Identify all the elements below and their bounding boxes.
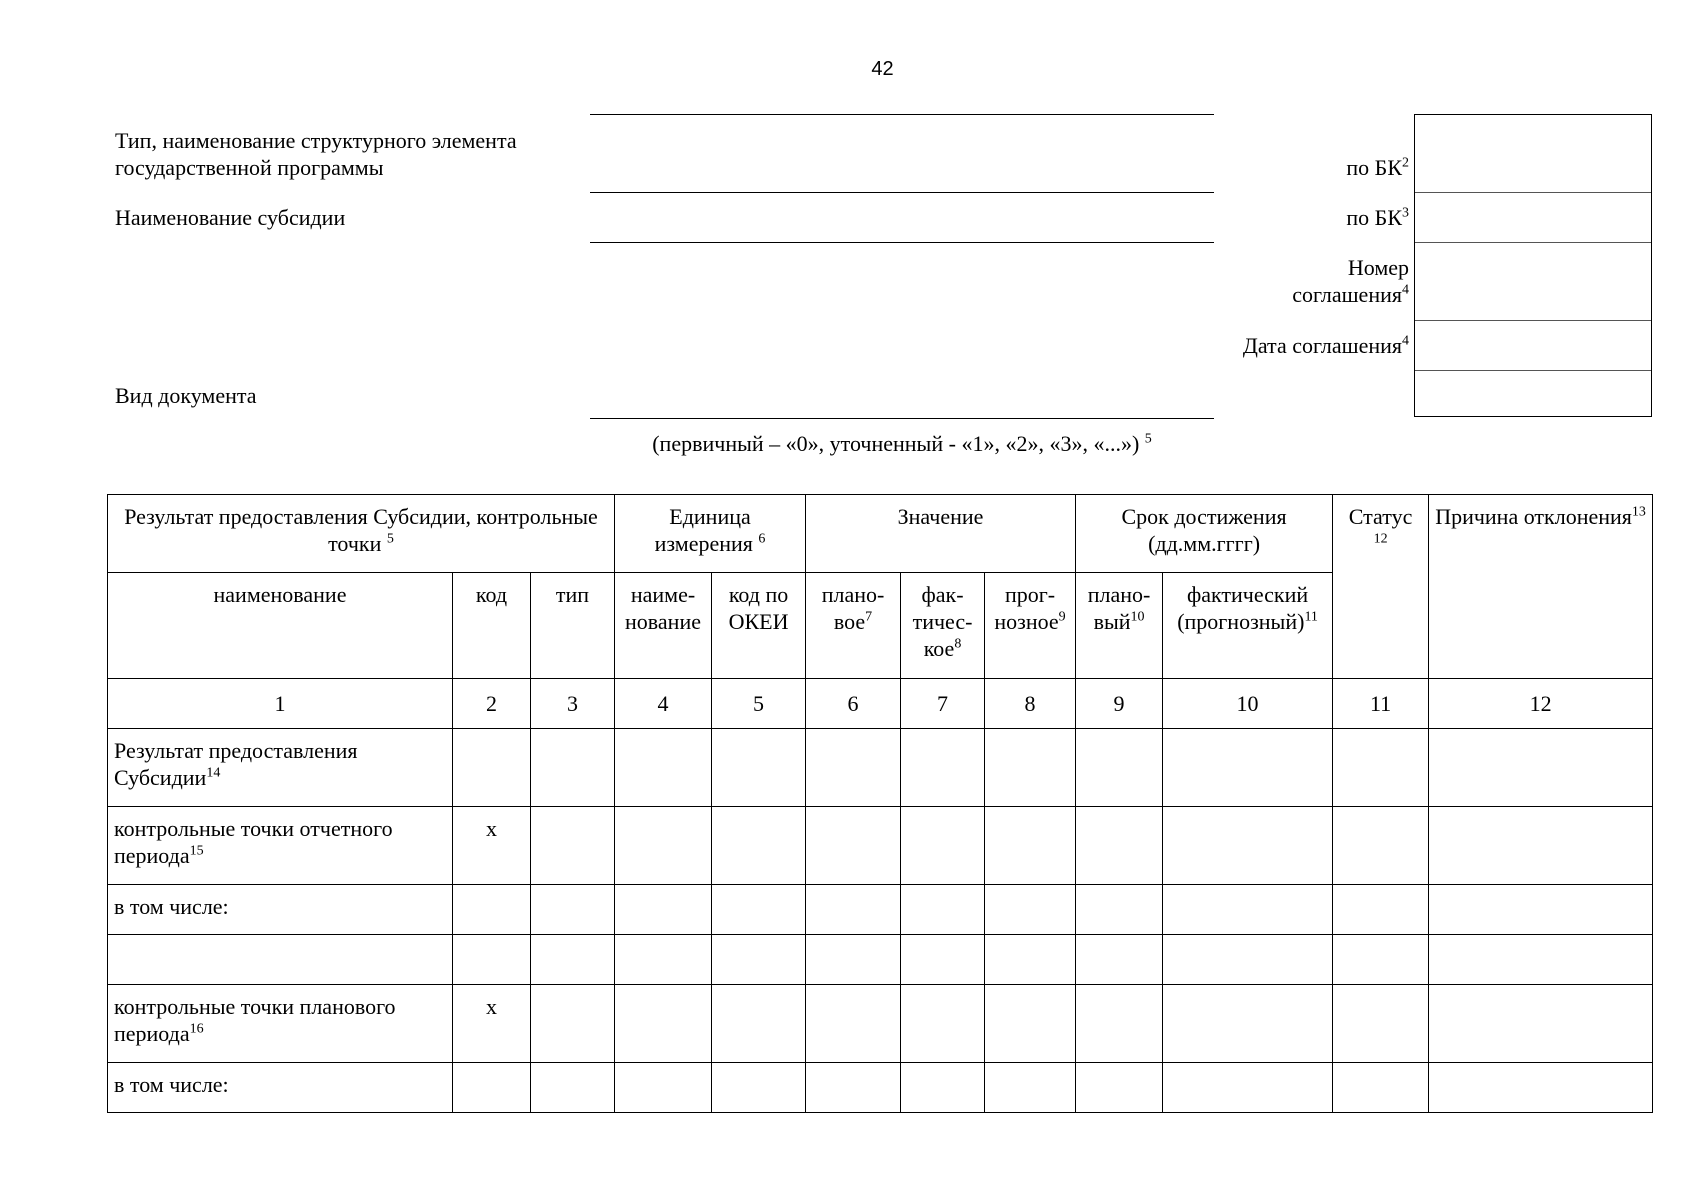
- row-code-cell[interactable]: [453, 1063, 531, 1113]
- table-cell[interactable]: [1429, 807, 1653, 885]
- table-row: [108, 885, 1653, 935]
- column-numbers-row: [108, 679, 1653, 729]
- subheader-actual-text: фак-тичес-кое: [912, 582, 973, 661]
- table-cell[interactable]: [901, 729, 985, 807]
- column-number: 3: [531, 679, 615, 729]
- header-unit-note: 6: [758, 531, 766, 547]
- table-cell[interactable]: [615, 729, 712, 807]
- table-cell[interactable]: [1429, 1063, 1653, 1113]
- agreement-number-line2: соглашения: [1292, 282, 1402, 307]
- row-name-cell[interactable]: [108, 885, 453, 935]
- subheader-planned-text: плано-вое: [821, 582, 885, 634]
- table-row: [108, 985, 1653, 1063]
- subheader-deadline-actual-note: 11: [1304, 609, 1318, 625]
- row-name-note: 14: [206, 765, 221, 781]
- table-cell[interactable]: [615, 807, 712, 885]
- row-name-cell[interactable]: [108, 807, 453, 885]
- row-code-cell[interactable]: x: [453, 985, 531, 1063]
- table-cell[interactable]: [531, 985, 615, 1063]
- table-cell[interactable]: [1076, 729, 1163, 807]
- subheader-planned: [806, 573, 901, 679]
- agreement-date-note: 4: [1402, 333, 1409, 349]
- agreement-number-line1: Номер: [1347, 255, 1409, 280]
- subheader-okei-code: код по ОКЕИ: [712, 573, 806, 679]
- agreement-date-label: [1243, 332, 1409, 359]
- row-name-cell[interactable]: [108, 1063, 453, 1113]
- document-type-hint-note: 5: [1144, 431, 1152, 447]
- table-row: [108, 807, 1653, 885]
- table-cell[interactable]: [1333, 885, 1429, 935]
- table-cell[interactable]: [806, 807, 901, 885]
- table-cell[interactable]: [1333, 1063, 1429, 1113]
- table-cell[interactable]: [615, 985, 712, 1063]
- subheader-forecast: [985, 573, 1076, 679]
- subheader-planned-note: 7: [865, 609, 873, 625]
- table-cell[interactable]: [1333, 807, 1429, 885]
- table-cell[interactable]: [985, 985, 1076, 1063]
- table-cell[interactable]: [901, 1063, 985, 1113]
- po-bk-label-2: [1346, 204, 1409, 231]
- structural-element-label-line2: государственной программы: [115, 155, 384, 180]
- table-cell[interactable]: [1163, 729, 1333, 807]
- table-cell[interactable]: [985, 807, 1076, 885]
- subheader-forecast-text: прог-нозное: [994, 582, 1059, 634]
- table-cell[interactable]: [1333, 985, 1429, 1063]
- table-row: [108, 1063, 1653, 1113]
- document-type-line: [590, 418, 1214, 419]
- row-name: в том числе:: [114, 894, 229, 919]
- table-cell[interactable]: [531, 807, 615, 885]
- po-bk-2-text: по БК: [1346, 205, 1402, 230]
- row-name: в том числе:: [114, 1072, 229, 1097]
- header-reason-note: 13: [1631, 504, 1646, 520]
- agreement-number-note: 4: [1402, 282, 1409, 298]
- header-status-note: 12: [1373, 531, 1388, 547]
- header-value-group: Значение: [806, 495, 1076, 573]
- po-bk-label-1: [1346, 154, 1409, 181]
- row-name-note: 16: [189, 1021, 204, 1037]
- table-cell[interactable]: [901, 985, 985, 1063]
- column-number: 10: [1163, 679, 1333, 729]
- column-number: 7: [901, 679, 985, 729]
- column-number: 6: [806, 679, 901, 729]
- row-code-cell[interactable]: [453, 729, 531, 807]
- subheader-deadline-planned-note: 10: [1130, 609, 1145, 625]
- table-cell[interactable]: [531, 935, 615, 985]
- subsidy-name-line: [590, 242, 1214, 243]
- row-name: контрольные точки отчетного периода: [114, 816, 393, 868]
- row-name-note: 15: [189, 843, 204, 859]
- table-cell[interactable]: [806, 985, 901, 1063]
- structural-element-label: [115, 127, 517, 181]
- table-cell[interactable]: [1163, 1063, 1333, 1113]
- header-status: [1333, 495, 1429, 679]
- table-cell[interactable]: [806, 729, 901, 807]
- table-cell[interactable]: [712, 885, 806, 935]
- table-cell[interactable]: [1429, 935, 1653, 985]
- structural-element-label-line1: Тип, наименование структурного элемента: [115, 128, 517, 153]
- table-cell[interactable]: [712, 935, 806, 985]
- header-unit-group: [615, 495, 806, 573]
- subheader-actual: [901, 573, 985, 679]
- table-cell[interactable]: [1429, 729, 1653, 807]
- column-number: 5: [712, 679, 806, 729]
- agreement-number-field[interactable]: [1415, 243, 1651, 321]
- subheader-deadline-actual-text: фактический (прогнозный): [1177, 582, 1309, 634]
- table-cell[interactable]: [1076, 935, 1163, 985]
- table-cell[interactable]: [1163, 885, 1333, 935]
- column-number: 8: [985, 679, 1076, 729]
- po-bk-1-note: 2: [1402, 155, 1409, 171]
- element-name-line: [590, 192, 1214, 193]
- header-status-text: Статус: [1348, 504, 1413, 529]
- po-bk-1-field[interactable]: [1415, 115, 1651, 193]
- table-cell[interactable]: [806, 885, 901, 935]
- po-bk-2-field[interactable]: [1415, 193, 1651, 243]
- codes-box: [1414, 114, 1652, 417]
- subsidy-name-label: Наименование субсидии: [115, 205, 346, 230]
- results-table: [107, 494, 1653, 1113]
- agreement-date-field[interactable]: [1415, 321, 1651, 371]
- table-cell[interactable]: [615, 1063, 712, 1113]
- table-cell[interactable]: [712, 807, 806, 885]
- header-reason-text: Причина отклонения: [1435, 504, 1632, 529]
- column-number: 12: [1429, 679, 1653, 729]
- po-bk-2-note: 3: [1402, 205, 1409, 221]
- row-code-cell[interactable]: x: [453, 807, 531, 885]
- table-cell[interactable]: [1076, 985, 1163, 1063]
- subheader-name: наименование: [108, 573, 453, 679]
- header-result-note: 5: [386, 531, 394, 547]
- document-type-field[interactable]: [1415, 371, 1651, 415]
- table-row: [108, 935, 1653, 985]
- table-cell[interactable]: [1163, 985, 1333, 1063]
- table-cell[interactable]: [985, 729, 1076, 807]
- table-cell[interactable]: [712, 985, 806, 1063]
- table-cell[interactable]: [1163, 935, 1333, 985]
- table-cell[interactable]: [901, 807, 985, 885]
- subheader-deadline-planned: [1076, 573, 1163, 679]
- column-number: 9: [1076, 679, 1163, 729]
- header-unit-text: Единица измерения: [654, 504, 753, 556]
- table-cell[interactable]: [1429, 985, 1653, 1063]
- table-body: [108, 729, 1653, 1113]
- table-cell[interactable]: [531, 1063, 615, 1113]
- column-number: 2: [453, 679, 531, 729]
- header-reason: [1429, 495, 1653, 679]
- header-deadline-group: Срок достижения (дд.мм.гггг): [1076, 495, 1333, 573]
- table-cell[interactable]: [1076, 885, 1163, 935]
- row-code-cell[interactable]: [453, 935, 531, 985]
- document-type-hint: [590, 430, 1214, 457]
- subheader-deadline-actual: [1163, 573, 1333, 679]
- table-cell[interactable]: [1429, 885, 1653, 935]
- row-name: Результат предоставления Субсидии: [114, 738, 358, 790]
- document-type-label: Вид документа: [115, 383, 257, 408]
- row-name-cell[interactable]: [108, 985, 453, 1063]
- agreement-number-label: [1292, 254, 1409, 308]
- table-cell[interactable]: [615, 885, 712, 935]
- element-line-top: [590, 114, 1214, 115]
- table-cell[interactable]: [531, 729, 615, 807]
- po-bk-1-text: по БК: [1346, 155, 1402, 180]
- table-cell[interactable]: [1163, 807, 1333, 885]
- table-cell[interactable]: [901, 885, 985, 935]
- table-cell[interactable]: [1333, 935, 1429, 985]
- table-cell[interactable]: [712, 729, 806, 807]
- table-cell[interactable]: [712, 1063, 806, 1113]
- page-number: 42: [871, 58, 894, 80]
- row-name-cell[interactable]: [108, 935, 453, 985]
- table-cell[interactable]: [1333, 729, 1429, 807]
- table-cell[interactable]: [901, 935, 985, 985]
- agreement-date-text: Дата соглашения: [1242, 333, 1402, 358]
- row-code-cell[interactable]: [453, 885, 531, 935]
- table-group-header-row: [108, 495, 1653, 573]
- table-cell[interactable]: [615, 935, 712, 985]
- subheader-type: тип: [531, 573, 615, 679]
- table-cell[interactable]: [806, 1063, 901, 1113]
- table-cell[interactable]: [1076, 807, 1163, 885]
- table-cell[interactable]: [985, 935, 1076, 985]
- subheader-forecast-note: 9: [1058, 609, 1066, 625]
- table-cell[interactable]: [531, 885, 615, 935]
- subheader-deadline-planned-text: плано-вый: [1087, 582, 1151, 634]
- column-number: 11: [1333, 679, 1429, 729]
- header-result-group: [108, 495, 615, 573]
- table-cell[interactable]: [985, 1063, 1076, 1113]
- table-row: [108, 729, 1653, 807]
- subheader-unit-name: наиме-нование: [615, 573, 712, 679]
- row-name-cell[interactable]: [108, 729, 453, 807]
- subheader-actual-note: 8: [954, 636, 962, 652]
- header-result-text: Результат предоставления Субсидии, контрольные точки: [124, 504, 598, 556]
- table-cell[interactable]: [1076, 1063, 1163, 1113]
- subheader-code: код: [453, 573, 531, 679]
- column-number: 4: [615, 679, 712, 729]
- column-number: 1: [108, 679, 453, 729]
- document-type-hint-text: (первичный – «0», уточненный - «1», «2», «3», «...»): [652, 431, 1140, 456]
- table-cell[interactable]: [985, 885, 1076, 935]
- table-cell[interactable]: [806, 935, 901, 985]
- row-name: контрольные точки планового периода: [114, 994, 396, 1046]
